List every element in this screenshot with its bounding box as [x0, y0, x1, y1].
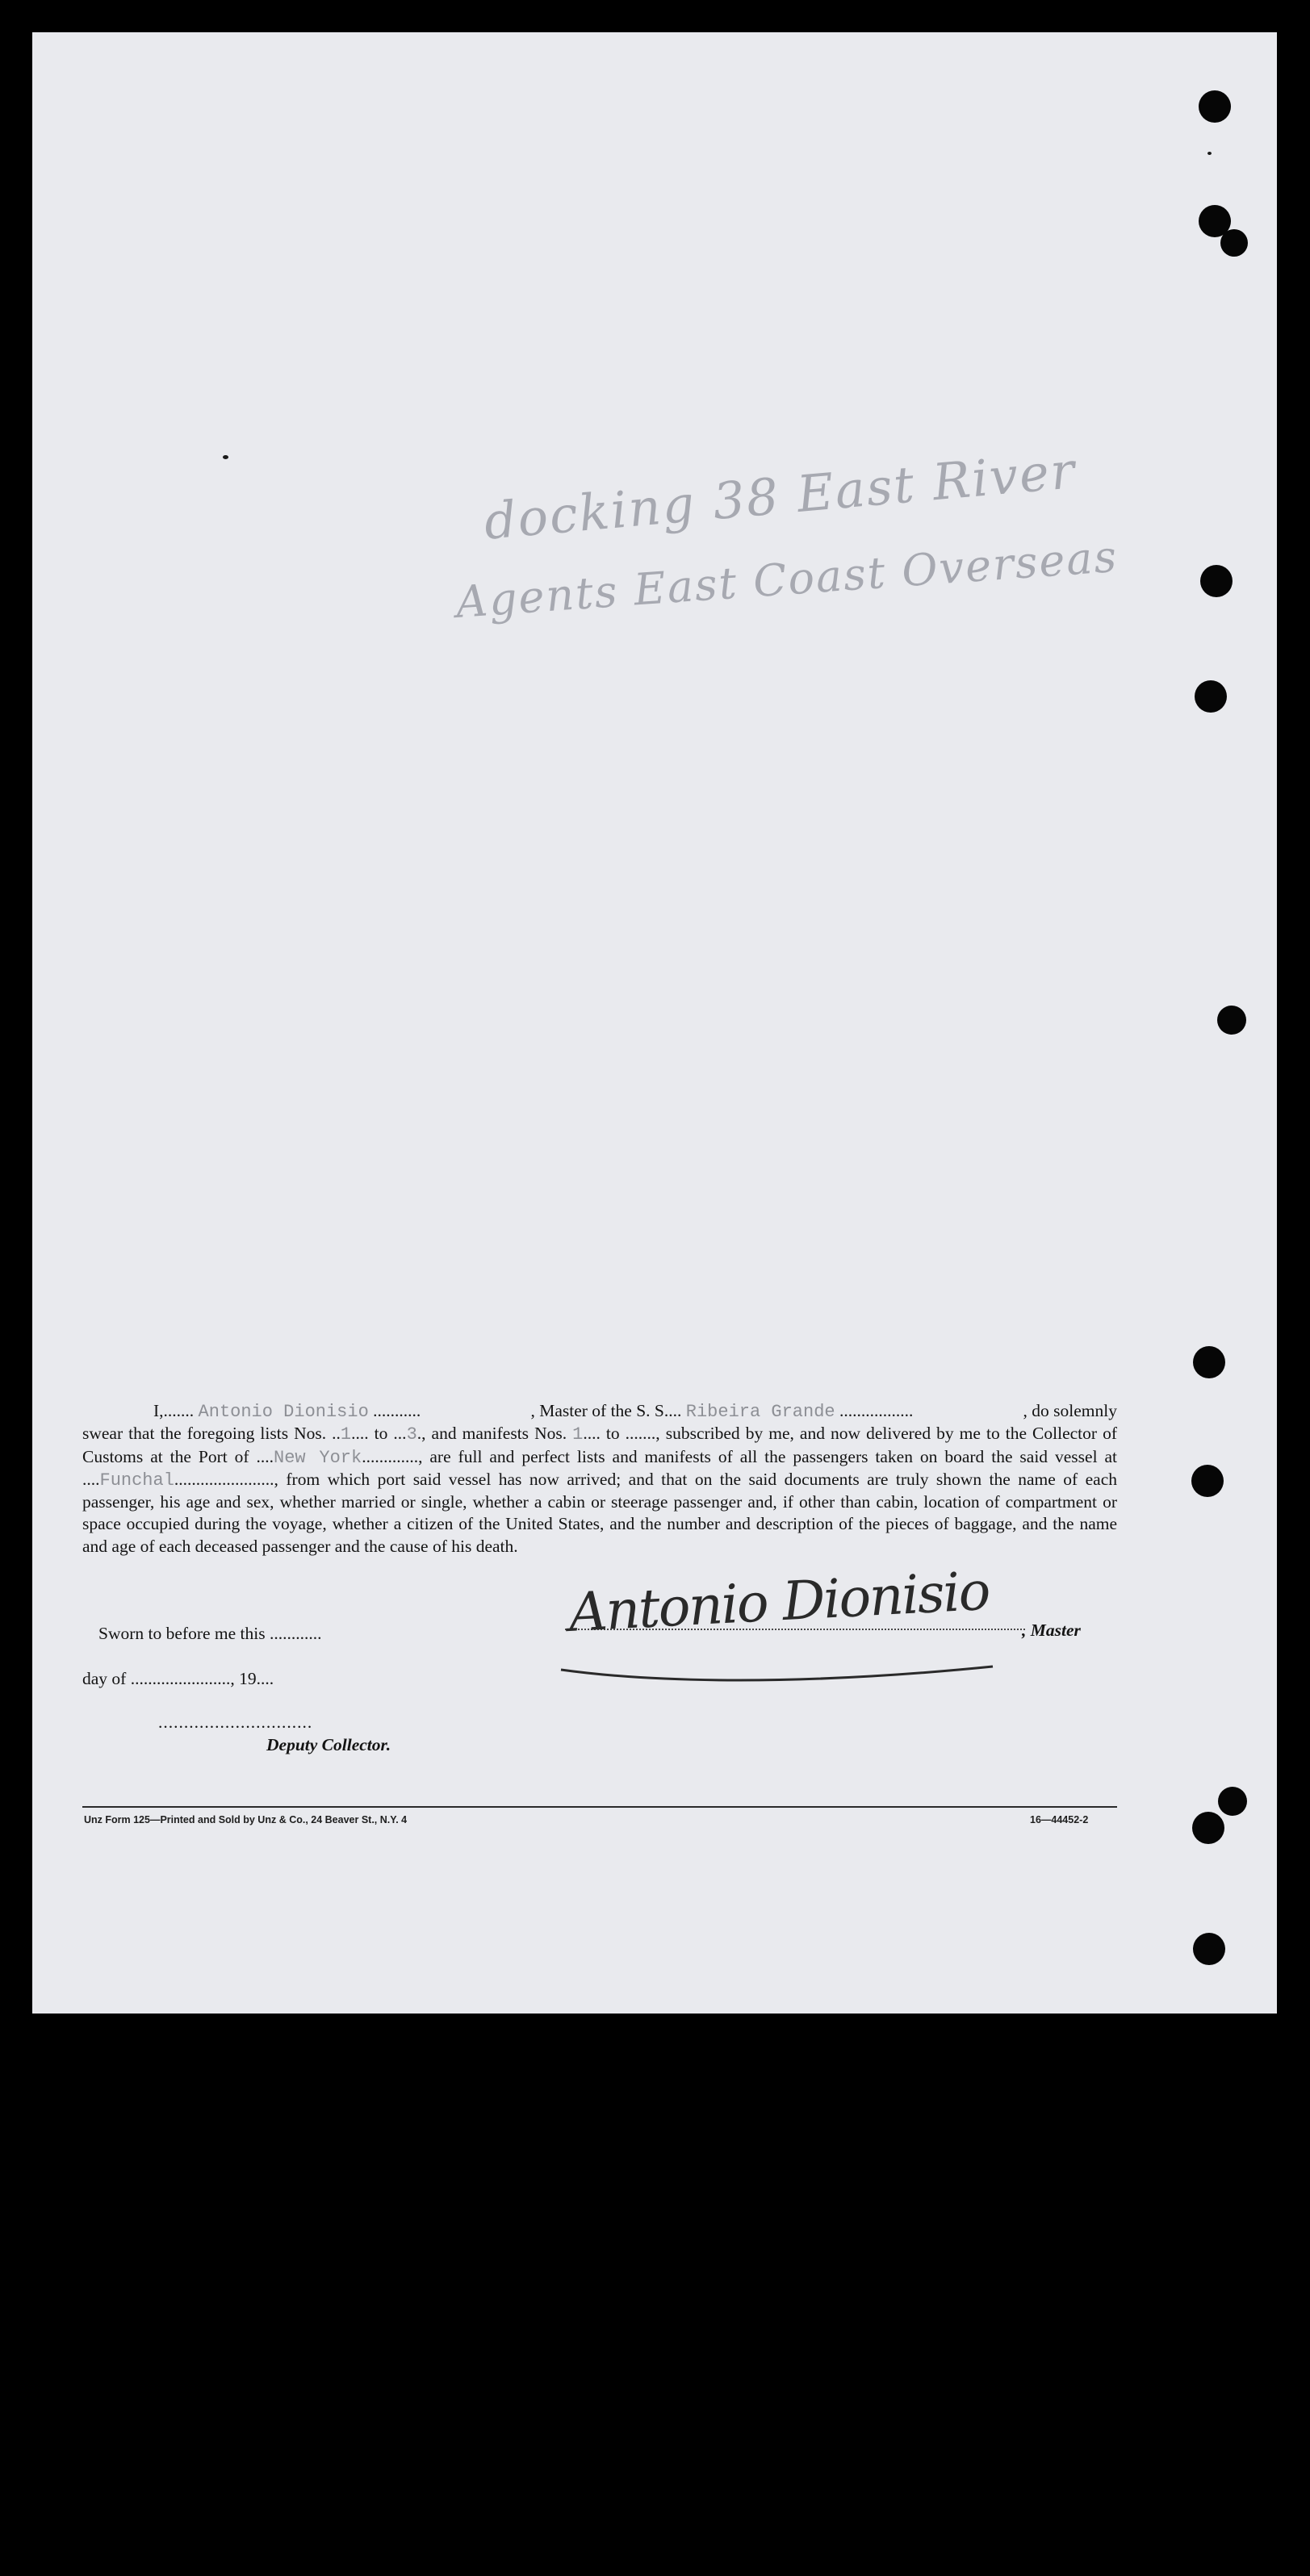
- port-field: New York: [274, 1447, 362, 1468]
- sworn-before-line: Sworn to before me this ............: [98, 1624, 322, 1643]
- oath-text: , Master of the S. S.: [530, 1401, 669, 1420]
- oath-text: delivered by me to the Collector of Customs at the Port of ....: [82, 1424, 1118, 1466]
- master-name-field: Antonio Dionisio: [198, 1402, 369, 1422]
- lists-to-field: 3: [406, 1424, 417, 1445]
- oath-text: , do solemnly: [1023, 1401, 1118, 1420]
- master-label: , Master: [1022, 1620, 1081, 1640]
- printer-imprint: Unz Form 125—Printed and Sold by Unz & Co., 24 Beaver St., N.Y. 4: [84, 1814, 408, 1825]
- punch-hole: [1195, 680, 1227, 713]
- oath-body: [82, 1423, 1117, 1558]
- punch-hole: [1193, 1346, 1225, 1378]
- oath-text: swear that the foregoing lists Nos. ..: [82, 1424, 341, 1444]
- oath-text: I,: [153, 1401, 164, 1420]
- oath-text: port said vessel has now arrived; and that on the said documents are truly shown the name of each passenger, his age and sex, whether married or single, whether a cabin or steerage passenger and, if other than cabin, location of compartment or space occupied during the voyage, whether a citizen of the United States, and the number and description of the pieces of baggage, and the name and age of each deceased passenger and the cause of his death.: [82, 1469, 1117, 1556]
- deputy-collector-label: Deputy Collector.: [266, 1735, 391, 1754]
- punch-hole: [1199, 90, 1231, 123]
- punch-hole: [1217, 1006, 1246, 1035]
- ink-speck: [1207, 152, 1212, 155]
- oath-fill: ... Ribeira Grande .................: [668, 1401, 914, 1422]
- oath-line-1: [82, 1400, 1117, 1423]
- oath-text: .... to ......., subscribed by me, and now: [583, 1424, 861, 1444]
- deputy-signature-line: ..............................: [158, 1712, 313, 1732]
- punch-hole: [1192, 1812, 1224, 1844]
- departure-port-field: Funchal: [99, 1470, 174, 1491]
- oath-text: ., and manifests Nos.: [416, 1424, 573, 1444]
- form-number: 16—44452-2: [1030, 1814, 1089, 1825]
- oath-text: ............., are full and perfect lists and: [362, 1446, 638, 1466]
- handwritten-note-agents: Agents East Coast Overseas: [454, 530, 1120, 628]
- punch-hole: [1220, 229, 1248, 257]
- punch-hole: [1191, 1465, 1224, 1497]
- signature-flourish: [557, 1658, 1009, 1691]
- ink-speck: [223, 455, 228, 459]
- lists-from-field: 1: [340, 1424, 352, 1445]
- master-signature: Antonio Dionisio: [567, 1559, 991, 1644]
- punch-hole: [1218, 1787, 1247, 1816]
- oath-text: manifests of all the passengers taken on board the said vessel at ....: [82, 1446, 1117, 1489]
- master-oath: [82, 1400, 1117, 1558]
- handwritten-note-docking: docking 38 East River: [481, 441, 1078, 551]
- manifests-from-field: 1: [572, 1424, 584, 1445]
- oath-fill: ....... Antonio Dionisio ...........: [163, 1401, 421, 1422]
- oath-text: .... to ...: [351, 1424, 407, 1444]
- day-of-line: day of ......................., 19....: [82, 1669, 274, 1688]
- punch-hole: [1200, 565, 1233, 597]
- footer-rule: [82, 1806, 1117, 1808]
- vessel-name-field: Ribeira Grande: [685, 1402, 835, 1422]
- punch-hole: [1193, 1933, 1225, 1965]
- oath-text: ......................., from which: [174, 1469, 370, 1489]
